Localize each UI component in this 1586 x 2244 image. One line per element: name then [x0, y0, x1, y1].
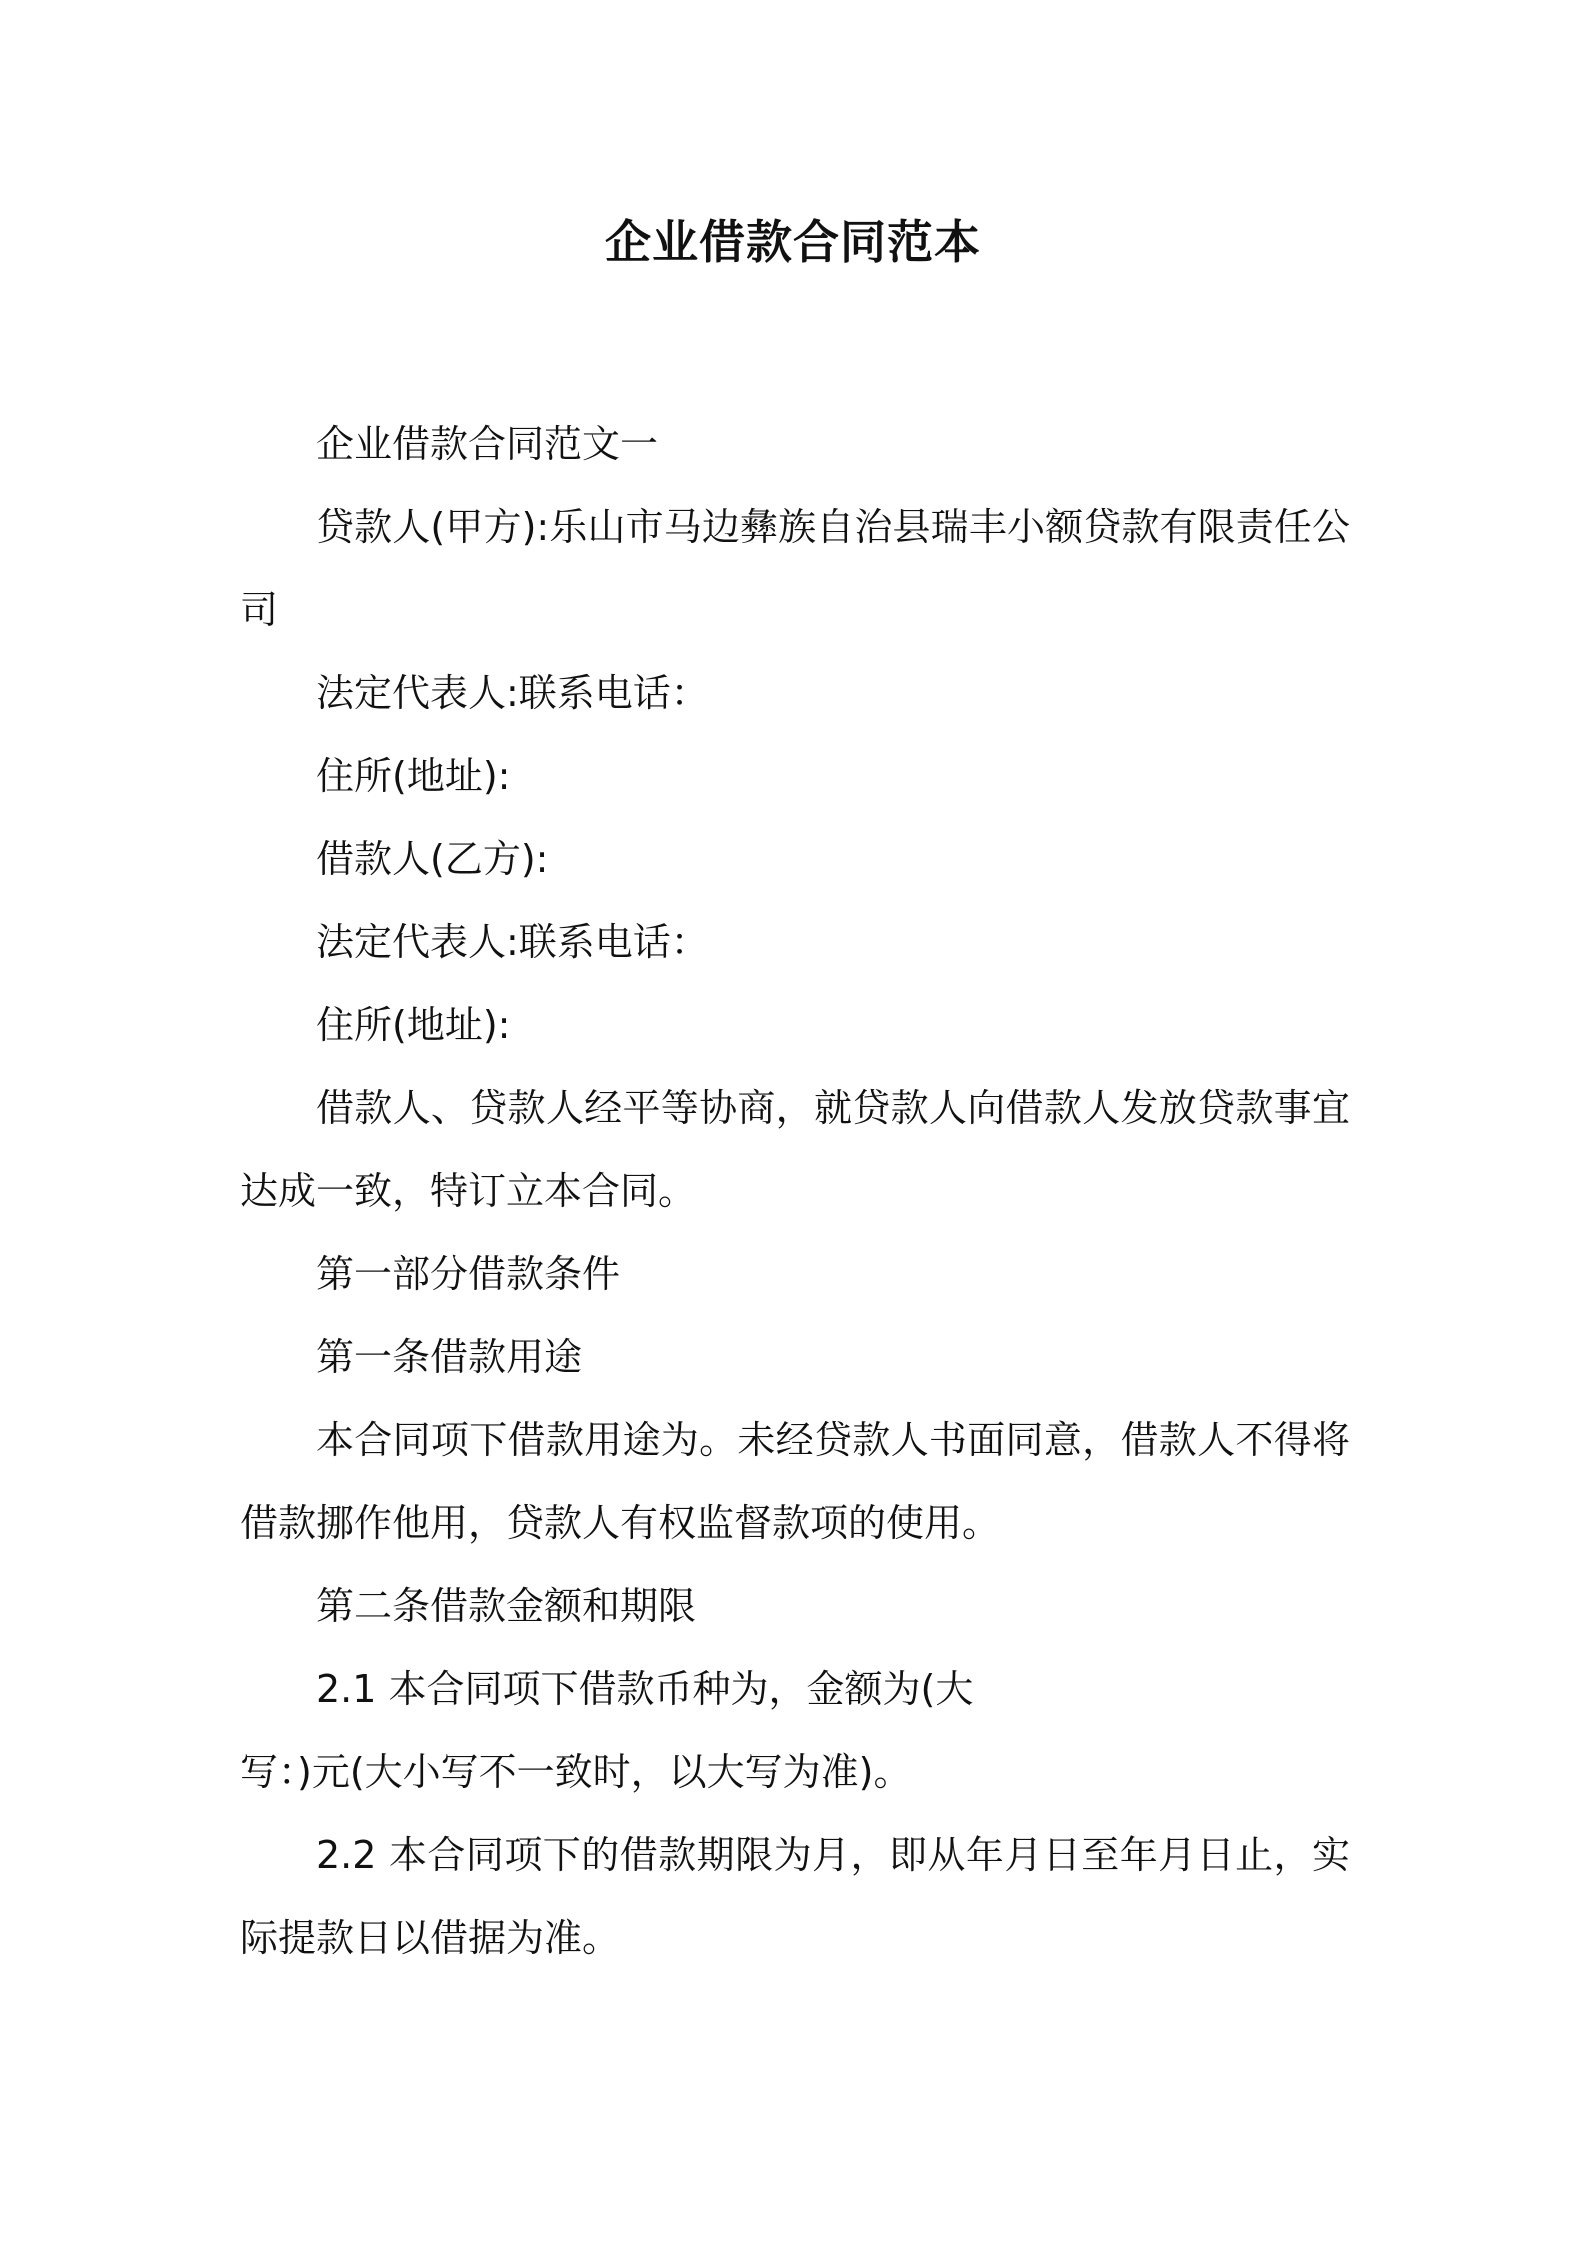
paragraph-loan-amount-continued: 写：)元(大小写不一致时，以大写为准)。 — [240, 1750, 912, 1794]
document-title: 企业借款合同范本 — [605, 215, 981, 269]
paragraph-borrower-representative: 法定代表人:联系电话： — [316, 920, 709, 964]
paragraph-contract-sample-one: 企业借款合同范文一 — [316, 422, 659, 466]
paragraph-article-two-heading: 第二条借款金额和期限 — [316, 1584, 697, 1628]
paragraph-lender-address: 住所(地址): — [316, 754, 511, 798]
paragraph-loan-amount: 2.1 本合同项下借款币种为，金额为(大 — [316, 1667, 974, 1711]
paragraph-article-one-heading: 第一条借款用途 — [316, 1335, 583, 1379]
paragraph-part-one-heading: 第一部分借款条件 — [316, 1252, 621, 1296]
paragraph-borrower-address: 住所(地址): — [316, 1003, 511, 1047]
paragraph-lender-representative: 法定代表人:联系电话： — [316, 671, 709, 715]
paragraph-lender: 贷款人(甲方):乐山市马边彝族自治县瑞丰小额贷款有限责任公司 — [240, 505, 1350, 632]
paragraph-borrower: 借款人(乙方): — [316, 837, 549, 881]
document-body — [240, 403, 1350, 1980]
paragraph-loan-purpose: 本合同项下借款用途为。未经贷款人书面同意，借款人不得将借款挪作他用，贷款人有权监督款项的使用。 — [240, 1418, 1350, 1545]
paragraph-loan-term: 2.2 本合同项下的借款期限为月，即从年月日至年月日止，实际提款日以借据为准。 — [240, 1833, 1350, 1960]
paragraph-agreement-intro: 借款人、贷款人经平等协商，就贷款人向借款人发放贷款事宜达成一致，特订立本合同。 — [240, 1086, 1350, 1213]
